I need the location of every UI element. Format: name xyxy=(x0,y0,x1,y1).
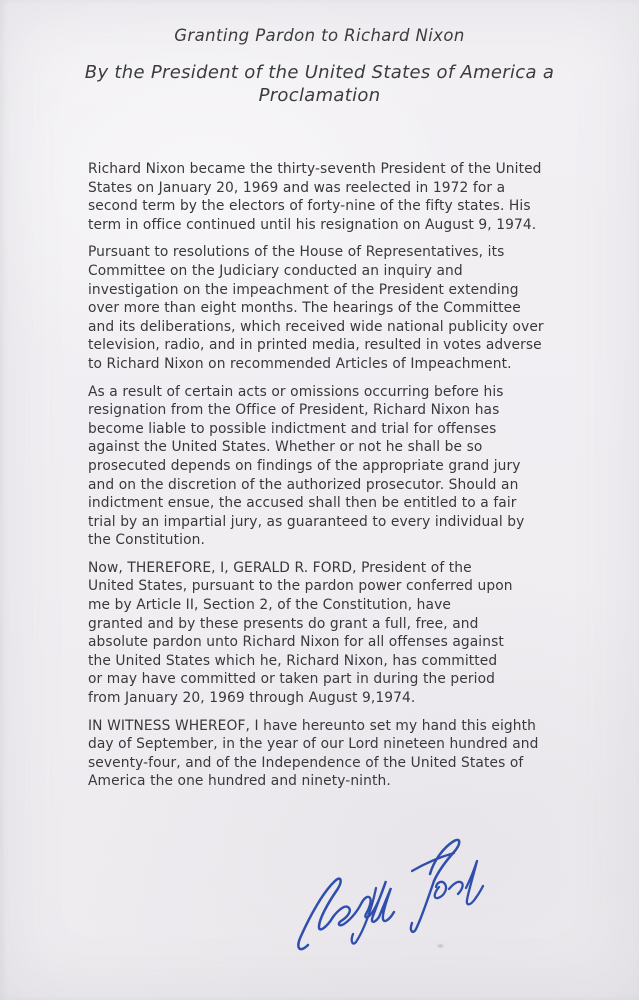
paragraph: IN WITNESS WHEREOF, I have hereunto set my hand this eighth day of September, in the year of our Lord nineteen hundred and seventy-four, and of the Independence of the United States of America the one hundred and ninety-ninth. xyxy=(88,717,539,790)
proclamation-heading-line1: By the President of the United States of America a xyxy=(84,62,555,83)
paragraph: Now, THEREFORE, I, GERALD R. FORD, President of the United States, pursuant to the pardon power conferred upon me by Article II, Section 2, of the Constitution, have granted and by these presents do grant a full, free, and absolute pardon unto Richard Nixon for all offenses against the United States which he, Richard Nixon, has committed or may have committed or taken part in during the period from January 20, 1969 through August 9,1974. xyxy=(88,559,513,707)
document-body xyxy=(88,160,566,800)
document-title: Granting Pardon to Richard Nixon xyxy=(174,26,465,45)
scan-artifact-speck xyxy=(436,943,445,949)
proclamation-heading-line2: Proclamation xyxy=(258,85,381,106)
paragraph: Richard Nixon became the thirty-seventh President of the United States on January 20, 1969 and was reelected in 1972 for a second term by the electors of forty-nine of the fifty states. His term in office continued until his resignation on August 9, 1974. xyxy=(88,161,542,233)
signature-handwriting xyxy=(278,826,492,952)
paragraph: As a result of certain acts or omissions occurring before his resignation from the Office of President, Richard Nixon has become liable to possible indictment and trial for offenses against the United States. Whether or not he shall be so prosecuted depends on findings of the appropriate grand jury and on the discretion of the authorized prosecutor. Should an indictment ensue, the accused shall then be entitled to a fair trial by an impartial jury, as guaranteed to every individual by the Constitution. xyxy=(88,383,525,549)
paragraph: Pursuant to resolutions of the House of Representatives, its Committee on the Judiciary conducted an inquiry and investigation on the impeachment of the President extending over more than eight months. The hearings of the Committee and its deliberations, which received wide national publicity over television, radio, and in printed media, resulted in votes adverse to Richard Nixon on recommended Articles of Impeachment. xyxy=(88,244,544,372)
proclamation-heading xyxy=(0,61,639,107)
signature-ink-strokes xyxy=(278,826,492,952)
